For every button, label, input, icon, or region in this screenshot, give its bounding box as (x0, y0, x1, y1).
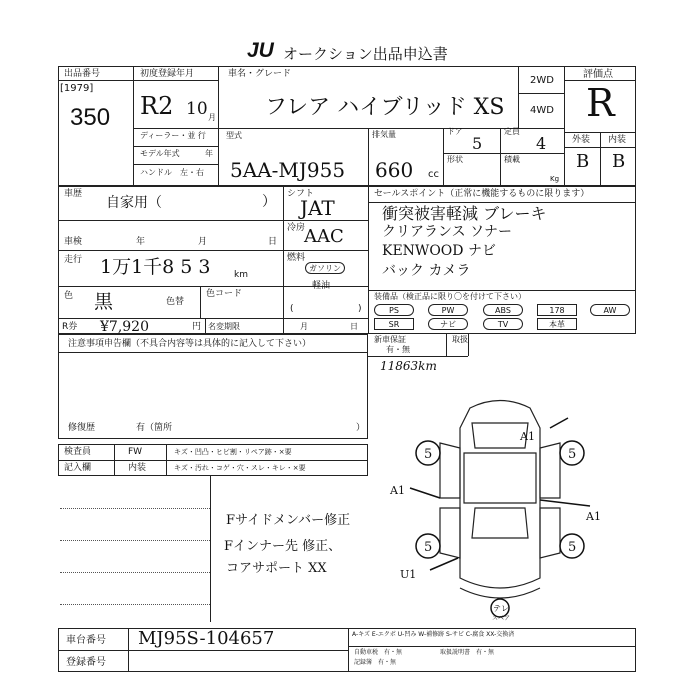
chassis-label: 車台番号 (66, 635, 106, 646)
footer-legend-4: 記録簿 有・無 (354, 659, 397, 666)
notes-block (58, 334, 368, 439)
footer-legend-3: 取扱説明書 有・無 (440, 649, 495, 656)
ju-logo: JU (247, 39, 274, 62)
footer-legend: A-キズ E-エクボ U-凹み W-補修跡 S-サビ C-腐食 XX-交換済 (352, 631, 515, 638)
damage-note-3: コアサポート XX (226, 561, 327, 576)
doors-label: ドア (447, 127, 463, 136)
color-change-label: 色替 (166, 297, 185, 307)
inspection-day: 日 (268, 237, 278, 247)
equip-178: 178 (537, 304, 577, 316)
mileage-unit: km (234, 270, 248, 280)
odometer-note: 11863km (380, 359, 437, 373)
evaluation-label: 評価点 (583, 69, 613, 80)
recycle-label: 新車保証 (374, 335, 406, 344)
notes-label: 注意事項申告欄（不具合内容等は具体的に記入して下さい） (68, 339, 312, 349)
model-year-label: モデル年式 (140, 149, 180, 158)
fuel-label: 燃料 (287, 253, 306, 263)
usage-value: 自家用（ (106, 194, 162, 210)
displacement-label: 排気量 (372, 130, 396, 139)
first-reg-month: 10 (186, 99, 208, 119)
equip-navi: ナビ (428, 318, 468, 330)
weight-label: 積載 (504, 155, 520, 164)
ac-value: AAC (304, 226, 344, 247)
interior-label: 内装 (608, 135, 627, 145)
form-title: オークション出品申込書 (283, 46, 448, 63)
recycle-options: 有・無 (386, 345, 410, 354)
name-label: 車名・グレード (228, 69, 292, 79)
lot-year-tag-value: 1979 (63, 83, 90, 94)
inspector-label: 検査員 (64, 447, 92, 457)
displacement-unit: cc (428, 169, 439, 180)
equip-sr: SR (374, 318, 414, 330)
damage-mark-left: A1 (390, 484, 405, 497)
tire-mark-fr: 5 (568, 447, 577, 462)
equipment-label: 装備品（検正品に限り〇を付けて下さい） (374, 292, 526, 301)
repair-label: 修復歴 (68, 423, 96, 433)
interior-legend: キズ・汚れ・コゲ・穴・スレ・キレ・×要 (174, 464, 306, 472)
reg-label: 登録番号 (66, 657, 106, 668)
warranty-label: 取扱 (452, 335, 468, 344)
entry-label: 記入欄 (64, 463, 92, 473)
equip-leather: 本革 (537, 318, 577, 330)
tire-mark-rr: 5 (568, 540, 577, 555)
footer-legend-2: 自動車税 有・無 (354, 649, 403, 656)
model-code: 5AA-MJ955 (230, 158, 346, 182)
equip-tv: TV (483, 318, 523, 330)
repair-close: ） (356, 423, 366, 433)
weight-unit: Kg (550, 175, 560, 183)
sales-point-2: クリアランス ソナー (382, 224, 513, 240)
equip-pw: PW (428, 304, 468, 316)
mileage-label: 走行 (64, 255, 83, 265)
title-change-day: 日 (350, 322, 358, 331)
tire-mark-rl: 5 (424, 540, 433, 555)
equip-aw: AW (590, 304, 630, 316)
sales-point-4: バック カメラ (382, 263, 471, 279)
spare-label: スペア (492, 615, 511, 622)
equip-ps: PS (374, 304, 414, 316)
spare-mark: テレ (493, 604, 509, 613)
sales-point-3: KENWOOD ナビ (382, 243, 496, 259)
fuel-paren-left: ( (290, 304, 294, 314)
handle-label: ハンドル 左・右 (140, 168, 204, 177)
displacement-value: 660 (375, 158, 414, 182)
price-unit: 円 (192, 322, 202, 332)
repair-value: 有（箇所 (136, 423, 173, 433)
tire-mark-fl: 5 (424, 447, 433, 462)
capacity-label: 定員 (504, 127, 520, 136)
ac-label: 冷房 (287, 223, 306, 233)
price-value: ¥7,920 (100, 319, 149, 335)
shift-value: JAT (300, 196, 335, 220)
drive-4wd: 4WD (530, 105, 554, 116)
sales-points-label: セールスポイント（正常に機能するものに限ります） (374, 189, 590, 199)
lot-year-tag: [1979] (60, 83, 94, 94)
chassis-number: MJ95S-104657 (138, 628, 275, 649)
model-year-unit: 年 (205, 149, 213, 158)
model-label: 型式 (226, 131, 242, 140)
lot-number: 350 (70, 104, 111, 131)
title-change-month: 月 (300, 322, 308, 331)
fuel-diesel: 軽油 (312, 281, 331, 291)
inspection-month: 月 (198, 237, 208, 247)
vehicle-name: フレア ハイブリッド XS (265, 95, 505, 120)
exterior-grade: B (576, 151, 590, 172)
equip-abs: ABS (483, 304, 523, 316)
fw-label: FW (128, 447, 143, 457)
damage-mark-rear-left: U1 (400, 568, 417, 581)
color-code-label: 色コード (206, 289, 243, 299)
color-label: 色 (64, 291, 74, 301)
price-label: R券 (62, 322, 78, 332)
inspection-year: 年 (136, 237, 146, 247)
damage-note-2: Fインナー先 修正、 (224, 539, 342, 554)
mileage-value: 1万1千8 5 3 (100, 256, 211, 278)
damage-note-1: Fサイドメンバー修正 (226, 513, 351, 528)
first-reg-era: R2 (140, 92, 174, 120)
evaluation-score: R (586, 81, 615, 125)
exterior-legend: キズ・凹凸・ヒビ割・リペア跡・×要 (174, 448, 292, 456)
doors-value: 5 (472, 134, 483, 153)
usage-label: 車歴 (64, 189, 83, 199)
first-reg-label: 初度登録年月 (140, 69, 195, 79)
capacity-value: 4 (536, 134, 547, 153)
title-change-label: 名変期限 (208, 322, 240, 331)
exterior-label: 外装 (572, 135, 591, 145)
month-unit: 月 (208, 113, 216, 122)
drive-2wd: 2WD (530, 75, 554, 86)
dealer-label: ディーラー・並 行 (140, 131, 206, 140)
fuel-gasoline: ガソリン (305, 262, 345, 274)
sales-point-1: 衝突被害軽減 ブレーキ (382, 204, 547, 223)
lot-label: 出品番号 (64, 69, 101, 79)
interior-grade: B (612, 151, 626, 172)
usage-close: ） (262, 194, 276, 210)
inspection-label: 車検 (64, 237, 83, 247)
shift-label: シフト (287, 189, 315, 199)
inner-label: 内装 (128, 463, 147, 473)
fuel-paren-right: ) (358, 304, 362, 314)
shape-label: 形状 (447, 155, 463, 164)
damage-mark-right: A1 (586, 510, 601, 523)
car-diagram (390, 388, 601, 622)
color-value: 黒 (94, 291, 114, 313)
damage-mark-front-right: A1 (520, 430, 535, 443)
